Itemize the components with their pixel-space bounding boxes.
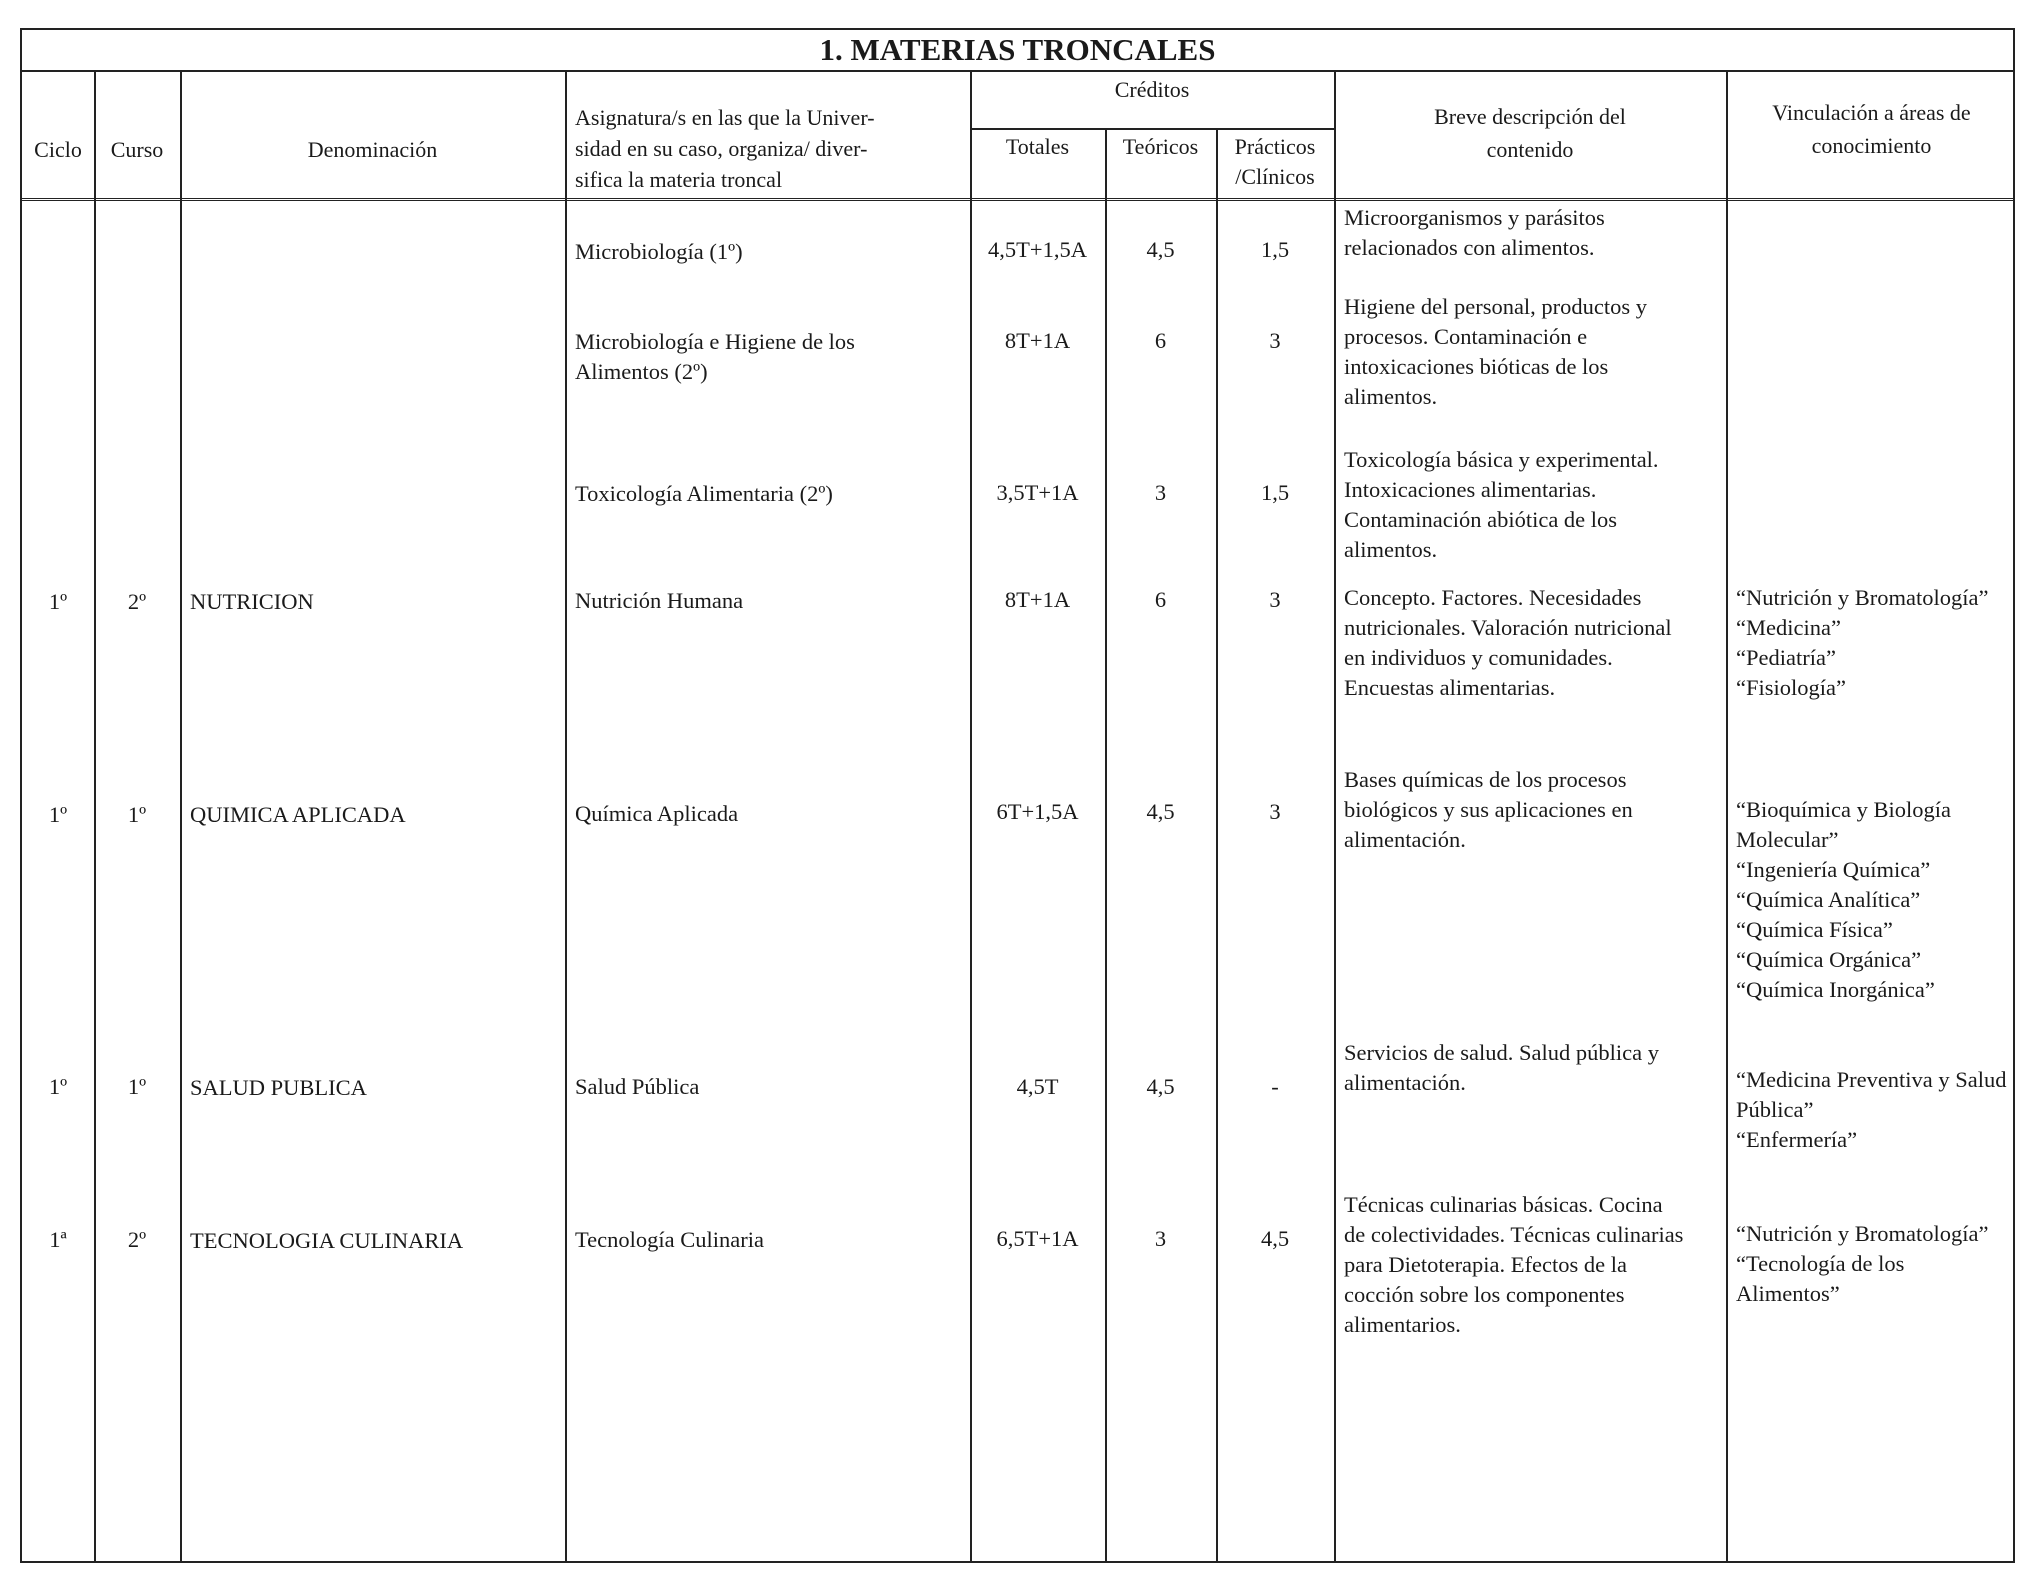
row3-ciclo: 1º	[48, 589, 68, 614]
row3-asignatura: Nutrición Humana	[575, 588, 744, 613]
row0-descripcion: Microorganismos y parásitos relacionados con alimentos.	[1344, 205, 1605, 260]
header-curso: Curso	[110, 137, 164, 162]
row2-asignatura: Toxicología Alimentaria (2º)	[575, 481, 833, 506]
header-ciclo: Ciclo	[34, 137, 82, 162]
row6-vinculacion: “Nutrición y Bromatología” “Tecnología de los Alimentos”	[1736, 1221, 1989, 1306]
row5-teoricos: 4,5	[1146, 1074, 1175, 1099]
row4-denominacion: QUIMICA APLICADA	[190, 802, 406, 827]
row6-teoricos: 3	[1154, 1226, 1167, 1251]
row3-practicos: 3	[1269, 587, 1281, 612]
table-title: 1. MATERIAS TRONCALES	[22, 30, 2013, 72]
col-divider	[1334, 70, 1336, 1561]
header-vinculacion: Vinculación a áreas de conocimiento	[1772, 100, 1971, 158]
row5-asignatura: Salud Pública	[575, 1074, 700, 1099]
creditos-subline	[970, 128, 1334, 130]
col-divider	[1726, 70, 1728, 1561]
row1-practicos: 3	[1269, 328, 1281, 353]
row5-ciclo: 1º	[48, 1074, 68, 1099]
row4-asignatura: Química Aplicada	[575, 801, 739, 826]
row5-denominacion: SALUD PUBLICA	[190, 1075, 367, 1100]
row2-practicos: 1,5	[1260, 480, 1290, 505]
header-descripcion: Breve descripción del contenido	[1434, 104, 1626, 162]
row6-totales: 6,5T+1A	[996, 1226, 1079, 1251]
col-divider	[180, 70, 182, 1561]
row5-vinculacion: “Medicina Preventiva y Salud Pública” “Enfermería”	[1736, 1067, 2007, 1152]
row4-practicos: 3	[1269, 799, 1281, 824]
row6-curso: 2º	[127, 1227, 147, 1252]
row6-ciclo: 1ª	[49, 1227, 67, 1252]
row3-denominacion: NUTRICION	[190, 589, 314, 614]
row6-asignatura: Tecnología Culinaria	[575, 1227, 764, 1252]
row6-descripcion: Técnicas culinarias básicas. Cocina de colectividades. Técnicas culinarias para Dietoterapia. Efectos de la cocción sobre los componentes alimentarios.	[1344, 1192, 1684, 1337]
header-creditos: Créditos	[1114, 77, 1190, 102]
row6-practicos: 4,5	[1260, 1226, 1290, 1251]
row5-descripcion: Servicios de salud. Salud pública y alimentación.	[1344, 1040, 1659, 1095]
row1-descripcion: Higiene del personal, productos y procesos. Contaminación e intoxicaciones bióticas de los alimentos.	[1344, 294, 1648, 409]
row3-curso: 2º	[127, 589, 147, 614]
row4-vinculacion: “Bioquímica y Biología Molecular” “Ingeniería Química” “Química Analítica” “Química Física” “Química Orgánica” “Química Inorgánica”	[1736, 797, 1951, 1002]
row2-descripcion: Toxicología básica y experimental. Intoxicaciones alimentarias. Contaminación abiótica de los alimentos.	[1344, 447, 1659, 562]
row2-teoricos: 3	[1154, 480, 1167, 505]
row5-practicos: -	[1271, 1074, 1279, 1099]
table-page	[20, 28, 2015, 1563]
header-totales: Totales	[1005, 134, 1070, 159]
row4-descripcion: Bases químicas de los procesos biológicos y sus aplicaciones en alimentación.	[1344, 767, 1633, 852]
header-practicos: Prácticos /Clínicos	[1234, 134, 1316, 189]
row5-totales: 4,5T	[1016, 1074, 1059, 1099]
row3-totales: 8T+1A	[1004, 587, 1071, 612]
header-teoricos: Teóricos	[1122, 134, 1199, 159]
row2-totales: 3,5T+1A	[996, 480, 1079, 505]
row4-totales: 6T+1,5A	[996, 799, 1079, 824]
row5-curso: 1º	[127, 1074, 147, 1099]
col-divider	[565, 70, 567, 1561]
row3-vinculacion: “Nutrición y Bromatología” “Medicina” “Pediatría” “Fisiología”	[1736, 585, 1989, 700]
row0-totales: 4,5T+1,5A	[988, 237, 1087, 262]
row1-totales: 8T+1A	[1004, 328, 1071, 353]
header-asignatura: Asignatura/s en las que la Univer- sidad en su caso, organiza/ diver- sifica la materia troncal	[575, 105, 875, 192]
row0-practicos: 1,5	[1260, 237, 1290, 262]
row4-teoricos: 4,5	[1146, 799, 1175, 824]
row3-descripcion: Concepto. Factores. Necesidades nutricionales. Valoración nutricional en individuos y comunidades. Encuestas alimentarias.	[1344, 585, 1672, 700]
row1-asignatura: Microbiología e Higiene de los Alimentos (2º)	[575, 329, 855, 384]
row0-teoricos: 4,5	[1146, 237, 1175, 262]
row4-curso: 1º	[127, 802, 147, 827]
row3-teoricos: 6	[1154, 587, 1167, 612]
row6-denominacion: TECNOLOGIA CULINARIA	[190, 1228, 464, 1253]
row4-ciclo: 1º	[48, 802, 68, 827]
header-denominacion: Denominación	[307, 137, 438, 162]
row1-teoricos: 6	[1154, 328, 1167, 353]
row0-asignatura: Microbiología (1º)	[575, 239, 743, 264]
